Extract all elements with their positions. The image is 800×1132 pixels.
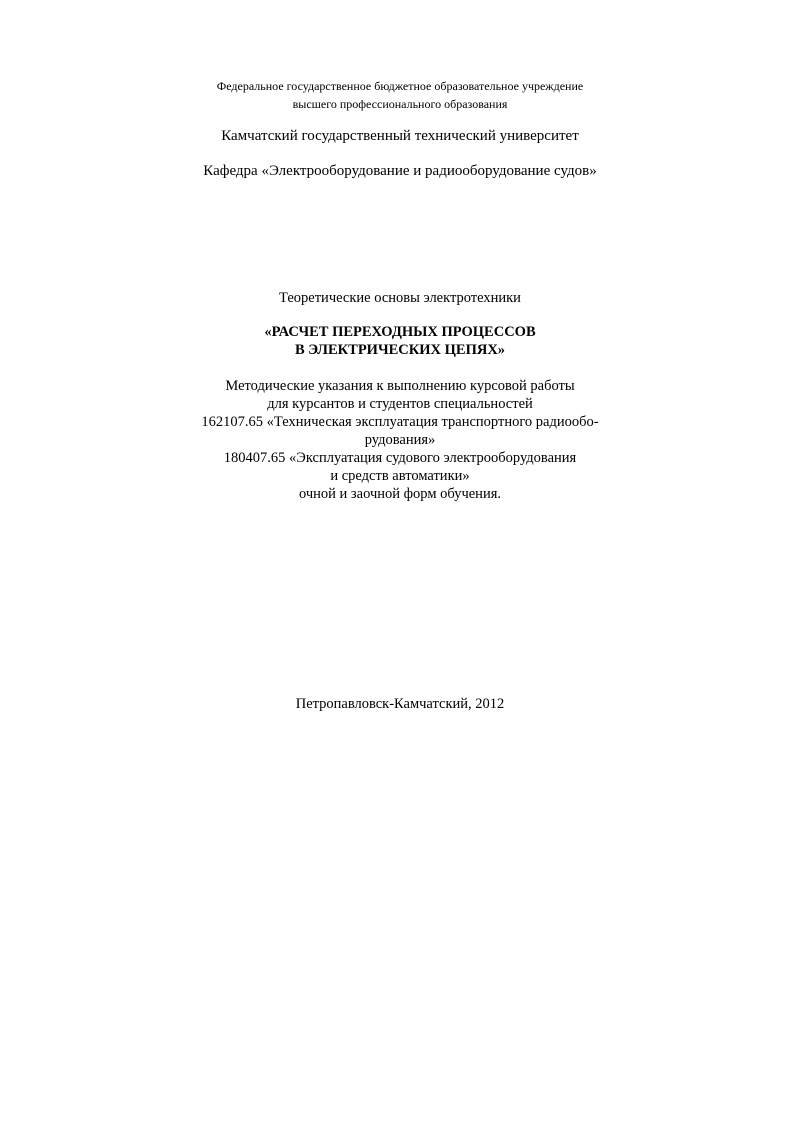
description-line-5: 180407.65 «Эксплуатация судового электрооборудования bbox=[223, 450, 577, 466]
description-line-2: для курсантов и студентов специальностей bbox=[267, 396, 533, 412]
department-name: Кафедра «Электрооборудование и радиооборудование судов» bbox=[203, 163, 597, 179]
description-line-7: очной и заочной форм обучения. bbox=[298, 486, 502, 502]
institution-line-2: высшего профессионального образования bbox=[292, 97, 508, 111]
document-title-line-1: «РАСЧЕТ ПЕРЕХОДНЫХ ПРОЦЕССОВ bbox=[264, 324, 536, 340]
document-title-line-2: В ЭЛЕКТРИЧЕСКИХ ЦЕПЯХ» bbox=[294, 342, 506, 358]
institution-line-1: Федеральное государственное бюджетное образовательное учреждение bbox=[216, 79, 584, 93]
subject-name: Теоретические основы электротехники bbox=[279, 290, 521, 306]
place-and-year: Петропавловск-Камчатский, 2012 bbox=[295, 696, 505, 712]
university-name: Камчатский государственный технический университет bbox=[221, 128, 579, 144]
description-line-4: рудования» bbox=[364, 432, 436, 448]
description-line-6: и средств автоматики» bbox=[330, 468, 470, 484]
description-line-3: 162107.65 «Техническая эксплуатация транспортного радиообо- bbox=[201, 414, 599, 430]
description-line-1: Методические указания к выполнению курсовой работы bbox=[225, 378, 575, 394]
